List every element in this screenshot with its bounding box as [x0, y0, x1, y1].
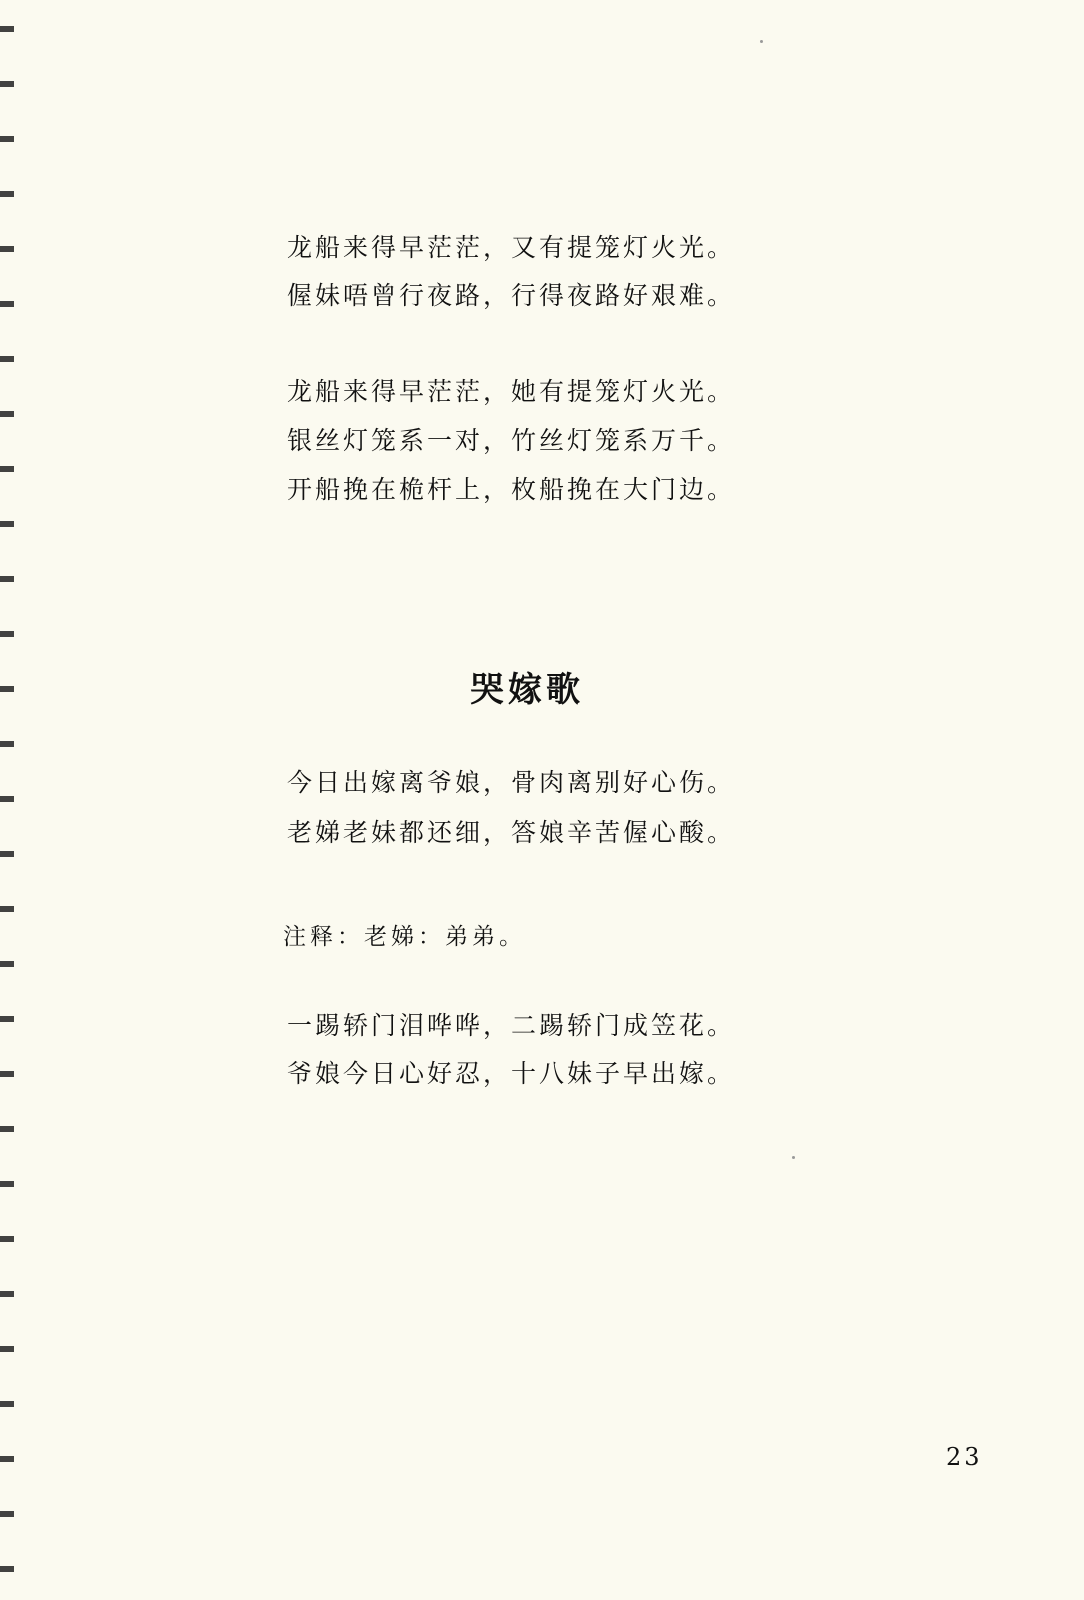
page-number: 23	[946, 1443, 983, 1471]
poem-line: 龙船来得早茫茫，她有提笼灯火光。	[287, 377, 736, 406]
paper-speck	[760, 40, 763, 43]
poem-line: 龙船来得早茫茫，又有提笼灯火光。	[287, 233, 736, 262]
poem-line: 老娣老妹都还细，答娘辛苦偓心酸。	[287, 818, 736, 847]
poem-line: 一踢轿门泪哗哗，二踢轿门成笠花。	[287, 1011, 736, 1040]
poem-line: 爷娘今日心好忍，十八妹子早出嫁。	[287, 1059, 736, 1088]
poem-line: 开船挽在桅杆上，枚船挽在大门边。	[287, 475, 736, 504]
paper-speck	[792, 1156, 795, 1159]
page-binding-edge	[0, 0, 14, 1600]
poem-line: 银丝灯笼系一对，竹丝灯笼系万千。	[287, 426, 736, 455]
annotation-note: 注释：老娣：弟弟。	[283, 924, 526, 950]
section-title: 哭嫁歌	[470, 670, 584, 710]
poem-line: 偓妹唔曾行夜路，行得夜路好艰难。	[287, 281, 736, 310]
poem-line: 今日出嫁离爷娘，骨肉离别好心伤。	[287, 768, 736, 797]
